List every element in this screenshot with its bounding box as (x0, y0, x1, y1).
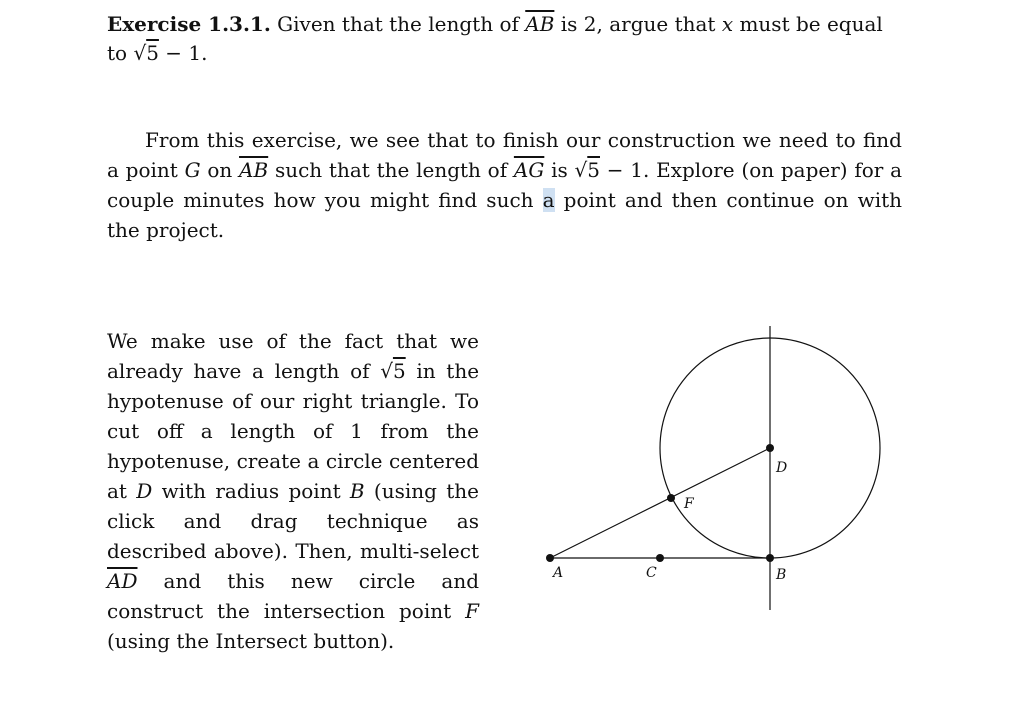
hypotenuse-ad-line (550, 448, 770, 558)
point-f (667, 494, 675, 502)
side-text-2: in the hypotenuse of our right triangle. To cut off a length of 1 from the hypotenuse, create a circle centered at (107, 359, 480, 503)
segment-ad: $\overline{AD}$ (107, 569, 138, 593)
point-d (766, 444, 774, 452)
variable-d: D (136, 479, 153, 503)
construction-instructions (107, 326, 479, 656)
sqrt-five-3: √5 (380, 359, 406, 383)
para-text-3: such that the length of (274, 158, 508, 182)
para-text-4: is (551, 158, 568, 182)
sqrt-five-2: √5 (574, 158, 600, 182)
sqrt-radicand-2: 5 (587, 158, 600, 182)
exercise-text-b: is 2, argue that (560, 12, 716, 36)
label-c: C (646, 565, 657, 581)
point-c (656, 554, 664, 562)
highlighted-word: a (542, 188, 555, 212)
side-text-4: (using the click and drag technique as described above). Then, multi-select (107, 479, 479, 563)
para-text-2: on (207, 158, 233, 182)
sqrt-radicand: 5 (146, 41, 159, 65)
para-text-6: point and then continue on with the project. (107, 188, 903, 242)
side-text-1: We make use of the fact that we already have a length of (107, 329, 479, 383)
segment-ab-2: $\overline{AB}$ (239, 158, 269, 182)
exercise-text-a: Given that the length of (277, 12, 519, 36)
explanation-paragraph (107, 125, 902, 245)
exercise-label: Exercise 1.3.1. (107, 12, 271, 36)
label-d: D (776, 460, 788, 476)
variable-g: G (184, 158, 201, 182)
para-text-1: From this exercise, we see that to finish our construction we need to find a point (107, 128, 902, 182)
sqrt-five: √5 (133, 41, 159, 65)
side-text-3: with radius point (161, 479, 341, 503)
label-b: B (776, 567, 787, 583)
label-f: F (684, 496, 694, 512)
sqrt-radicand-3: 5 (392, 359, 406, 383)
exercise-statement (107, 10, 907, 68)
side-text-6: (using the Intersect button). (107, 629, 395, 653)
para-text-5: − 1. Explore (on paper) for a couple minutes how you might find such (107, 158, 903, 212)
side-text-5: and this new circle and construct the intersection point (107, 569, 479, 623)
segment-ab: $\overline{AB}$ (525, 12, 555, 36)
exercise-text-d: − 1. (165, 41, 208, 65)
exercise-text-c: must be equal to (107, 12, 883, 65)
variable-b: B (349, 479, 365, 503)
variable-f: F (465, 599, 479, 623)
variable-x: x (721, 12, 734, 36)
label-a: A (553, 565, 564, 581)
segment-ag: $\overline{AG}$ (513, 158, 545, 182)
point-b (766, 554, 774, 562)
geometry-figure (530, 318, 910, 618)
point-a (546, 554, 554, 562)
